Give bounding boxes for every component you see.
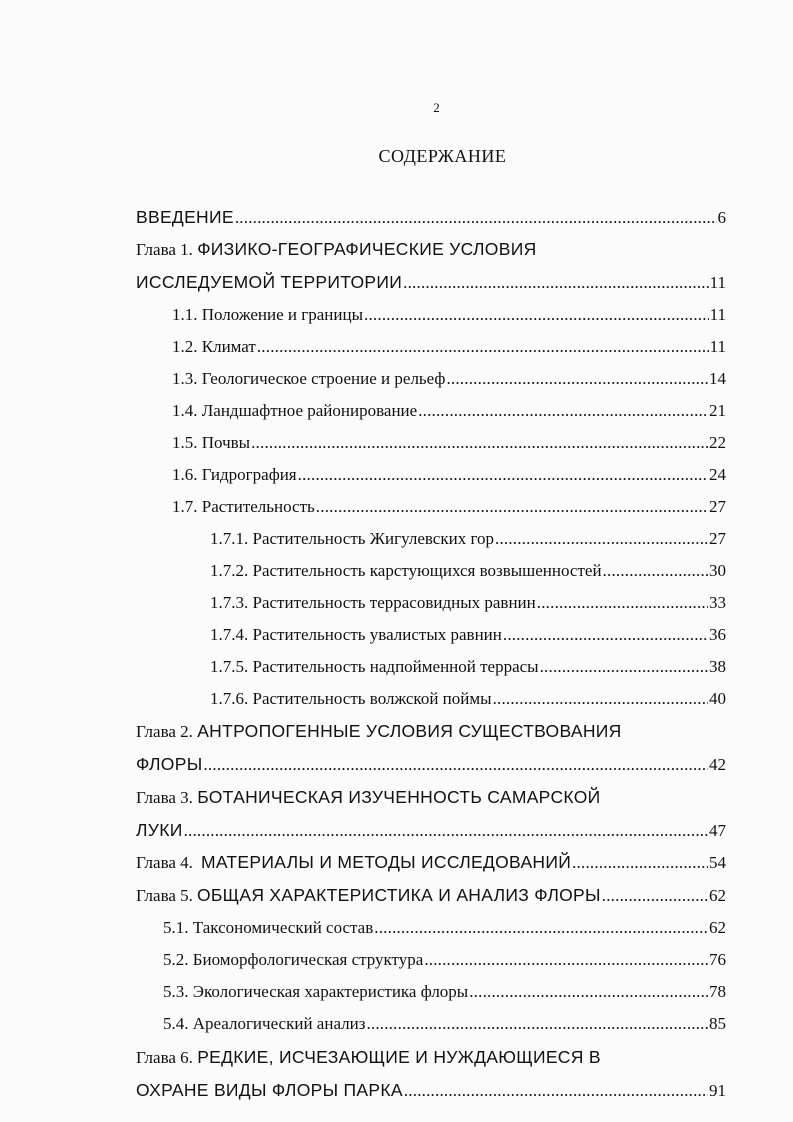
toc-entry-label: 1.6. Гидрография: [172, 465, 297, 484]
toc-page-number: 91: [709, 1081, 726, 1100]
toc-page-number: 38: [709, 657, 726, 676]
toc-entry-1-5: [172, 433, 726, 465]
toc-entry-label: 5.2. Биоморфологическая структура: [163, 950, 424, 969]
toc-page-number: 85: [709, 1014, 726, 1033]
section-1-7-subsections: [136, 529, 726, 721]
dot-leader: [364, 305, 709, 325]
dot-leader: [495, 529, 708, 549]
toc-entry-introduction: [136, 207, 726, 239]
toc-chapter-6-heading: [136, 1047, 726, 1080]
toc-page-number: 24: [709, 465, 726, 484]
dot-leader: [537, 593, 708, 613]
dot-leader: [374, 918, 708, 938]
toc-entry-1-6: [172, 465, 726, 497]
toc-entry-5-1: [163, 918, 726, 950]
toc-entry-label: ОХРАНЕ ВИДЫ ФЛОРЫ ПАРКА: [136, 1080, 403, 1100]
dot-leader: [446, 369, 708, 389]
table-of-contents: [136, 207, 726, 1113]
toc-entry-label: ФЛОРЫ: [136, 754, 203, 774]
toc-entry-label: 1.7.5. Растительность надпойменной террасы: [210, 657, 539, 676]
dot-leader: [493, 689, 708, 709]
dot-leader: [251, 433, 708, 453]
toc-entry-5-2: [163, 950, 726, 982]
toc-entry-label: 1.3. Геологическое строение и рельеф: [172, 369, 446, 388]
toc-page-number: 22: [709, 433, 726, 452]
chapter-prefix: Глава 1.: [136, 240, 193, 259]
toc-chapter-1-heading: [136, 239, 726, 272]
toc-entry-label: 1.2. Климат: [172, 337, 256, 356]
toc-entry-label: 1.7.2. Растительность карстующихся возвышенностей: [210, 561, 602, 580]
toc-entry-label: 5.4. Ареалогический анализ: [163, 1014, 366, 1033]
dot-leader: [540, 657, 708, 677]
toc-page-number: 27: [709, 497, 726, 516]
chapter-prefix: Глава 3.: [136, 788, 193, 807]
chapter-prefix: Глава 6.: [136, 1048, 193, 1067]
toc-entry-1-7: [172, 497, 726, 529]
toc-entry-label: 5.3. Экологическая характеристика флоры: [163, 982, 469, 1001]
toc-page-number: 33: [709, 593, 726, 612]
toc-entry-label: 1.7.6. Растительность волжской поймы: [210, 689, 492, 708]
toc-entry-label: 1.7.1. Растительность Жигулевских гор: [210, 529, 494, 548]
dot-leader: [403, 273, 708, 293]
dot-leader: [298, 465, 708, 485]
toc-entry-chapter-1: [136, 272, 726, 305]
toc-entry-chapter-6: [136, 1080, 726, 1113]
dot-leader: [257, 337, 709, 357]
dot-leader: [184, 821, 708, 841]
toc-entry-1-3: [172, 369, 726, 401]
dot-leader: [424, 950, 708, 970]
toc-page-number: 42: [709, 755, 726, 774]
toc-entry-1-7-2: [210, 561, 726, 593]
dot-leader: [503, 625, 708, 645]
toc-entry-label: МАТЕРИАЛЫ И МЕТОДЫ ИССЛЕДОВАНИЙ: [200, 852, 572, 872]
toc-entry-label: 5.1. Таксономический состав: [163, 918, 374, 937]
chapter-prefix: Глава 2.: [136, 722, 193, 741]
toc-entry-1-4: [172, 401, 726, 433]
toc-entry-1-7-6: [210, 689, 726, 721]
toc-entry-1-7-1: [210, 529, 726, 561]
toc-page-number: 11: [709, 337, 726, 356]
toc-page-number: 78: [709, 982, 726, 1001]
toc-entry-label: 1.5. Почвы: [172, 433, 251, 452]
toc-entry-label: ЛУКИ: [136, 820, 183, 840]
toc-page-number: 62: [709, 918, 726, 937]
toc-entry-label: 1.7.3. Растительность террасовидных равнин: [210, 593, 536, 612]
toc-page-number: 27: [709, 529, 726, 548]
toc-page-number: 62: [709, 886, 726, 905]
toc-page-number: 11: [709, 273, 726, 292]
toc-entry-1-1: [172, 305, 726, 337]
toc-entry-1-7-4: [210, 625, 726, 657]
toc-entry-label: 1.7. Растительность: [172, 497, 315, 516]
toc-entry-label: 1.1. Положение и границы: [172, 305, 364, 324]
chapter-title: АНТРОПОГЕННЫЕ УСЛОВИЯ СУЩЕСТВОВАНИЯ: [197, 721, 622, 741]
toc-entry-chapter-5: [136, 885, 726, 918]
dot-leader: [404, 1081, 708, 1101]
dot-leader: [572, 853, 708, 873]
toc-entry-label: 1.4. Ландшафтное районирование: [172, 401, 418, 420]
toc-page-number: 54: [709, 853, 726, 872]
toc-chapter-2-heading: [136, 721, 726, 754]
toc-entry-chapter-3: [136, 820, 726, 852]
toc-page-number: 40: [709, 689, 726, 708]
toc-entry-1-7-3: [210, 593, 726, 625]
toc-entry-5-4: [163, 1014, 726, 1047]
dot-leader: [469, 982, 708, 1002]
toc-page-number: 21: [709, 401, 726, 420]
toc-page-number: 76: [709, 950, 726, 969]
dot-leader: [316, 497, 708, 517]
toc-page-number: 14: [709, 369, 726, 388]
dot-leader: [603, 561, 708, 581]
dot-leader: [366, 1014, 708, 1034]
toc-entry-1-7-5: [210, 657, 726, 689]
toc-entry-label: ОБЩАЯ ХАРАКТЕРИСТИКА И АНАЛИЗ ФЛОРЫ: [196, 885, 601, 905]
dot-leader: [235, 208, 717, 228]
toc-page-number: 47: [709, 821, 726, 840]
chapter-title: БОТАНИЧЕСКАЯ ИЗУЧЕННОСТЬ САМАРСКОЙ: [197, 787, 601, 807]
chapter-prefix: Глава 5.: [136, 886, 193, 905]
toc-page-number: 36: [709, 625, 726, 644]
toc-entry-1-2: [172, 337, 726, 369]
dot-leader: [602, 886, 708, 906]
chapter-5-sections: [136, 918, 726, 1047]
toc-entry-5-3: [163, 982, 726, 1014]
toc-entry-chapter-2: [136, 754, 726, 787]
toc-entry-label: ВВЕДЕНИЕ: [136, 207, 234, 227]
dot-leader: [203, 755, 708, 775]
dot-leader: [418, 401, 708, 421]
chapter-prefix: Глава 4.: [136, 853, 193, 872]
toc-page-number: 30: [709, 561, 726, 580]
toc-page-number: 6: [717, 208, 726, 227]
chapter-title: ФИЗИКО-ГЕОГРАФИЧЕСКИЕ УСЛОВИЯ: [197, 239, 537, 259]
toc-entry-label: 1.7.4. Растительность увалистых равнин: [210, 625, 502, 644]
toc-page-number: 11: [709, 305, 726, 324]
toc-chapter-3-heading: [136, 787, 726, 820]
page-number: 2: [433, 100, 440, 115]
toc-entry-label: ИССЛЕДУЕМОЙ ТЕРРИТОРИИ: [136, 272, 403, 292]
toc-entry-chapter-4: [136, 852, 726, 885]
chapter-1-sections: [136, 305, 726, 529]
page-title: СОДЕРЖАНИЕ: [378, 146, 507, 166]
chapter-title: РЕДКИЕ, ИСЧЕЗАЮЩИЕ И НУЖДАЮЩИЕСЯ В: [197, 1047, 601, 1067]
